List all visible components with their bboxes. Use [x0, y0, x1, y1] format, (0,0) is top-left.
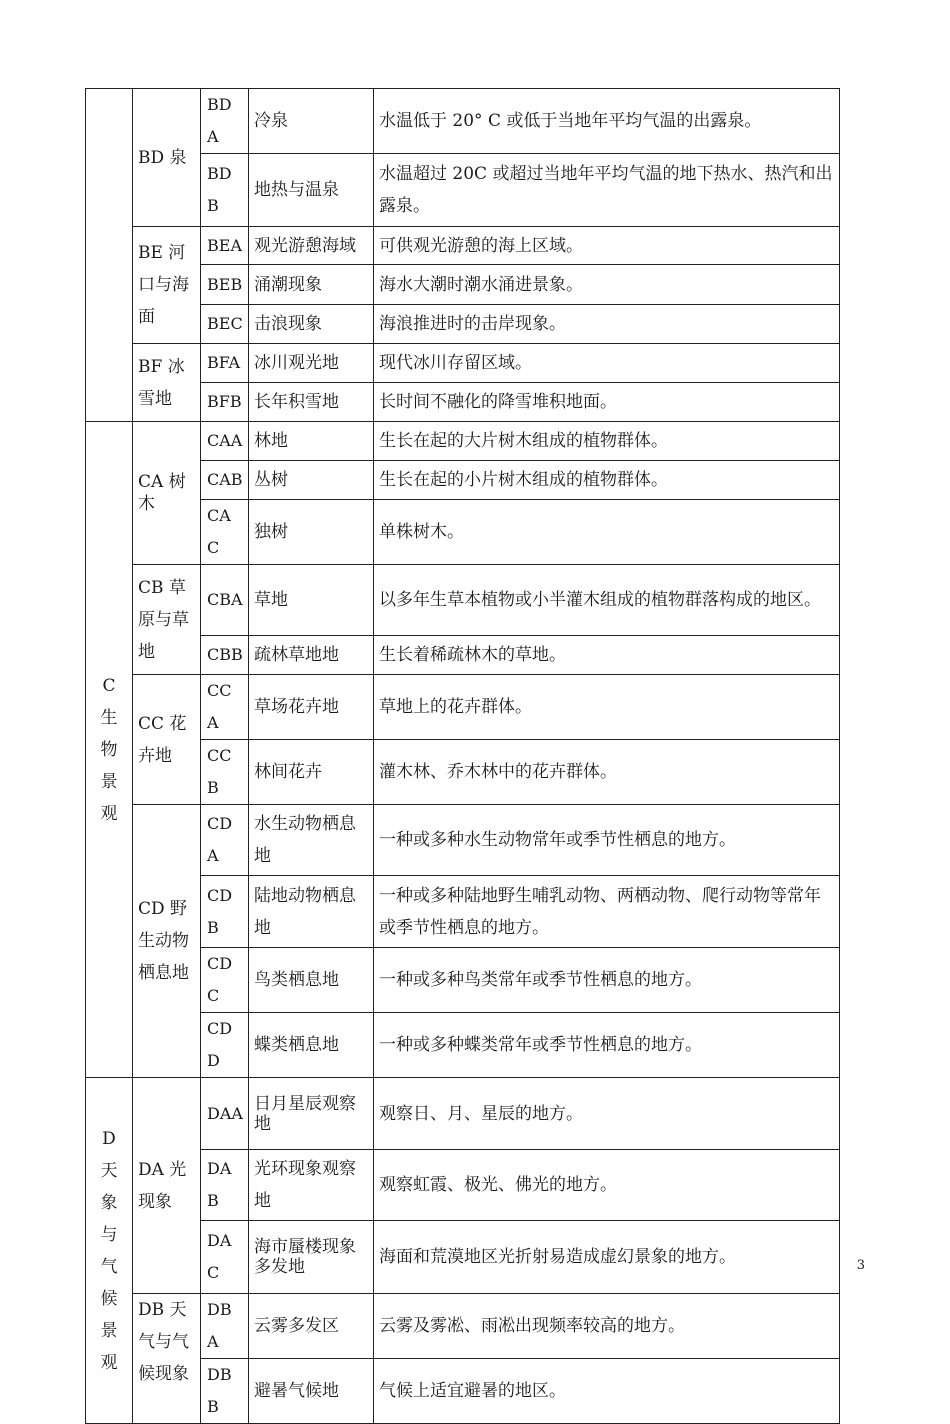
name-cell: 丛树 [249, 461, 374, 500]
main-category-d: D 天象与气候景观 [86, 1078, 133, 1424]
code-cell: CCB [201, 740, 249, 805]
code-cell: CBA [201, 565, 249, 636]
code-cell: BEA [201, 227, 249, 265]
code-cell: BEB [201, 265, 249, 305]
desc-cell: 生长着稀疏林木的草地。 [374, 636, 840, 675]
sub-category-cc: CC 花卉地 [133, 675, 201, 805]
name-cell: 鸟类栖息地 [249, 948, 374, 1013]
desc-cell: 草地上的花卉群体。 [374, 675, 840, 740]
sub-category-be: BE 河口与海面 [133, 227, 201, 344]
desc-cell: 单株树木。 [374, 500, 840, 565]
code-cell: BDA [201, 89, 249, 154]
name-cell: 观光游憩海域 [249, 227, 374, 265]
desc-cell: 水温低于 20° C 或低于当地年平均气温的出露泉。 [374, 89, 840, 154]
name-cell: 水生动物栖息地 [249, 805, 374, 876]
table-row [86, 227, 840, 265]
table-row [86, 422, 840, 461]
name-cell: 草地 [249, 565, 374, 636]
code-cell: CDA [201, 805, 249, 876]
code-cell: CAA [201, 422, 249, 461]
table-row [86, 1078, 840, 1150]
code-cell: BDB [201, 154, 249, 227]
sub-category-bd: BD 泉 [133, 89, 201, 227]
name-cell: 涌潮现象 [249, 265, 374, 305]
desc-cell: 生长在起的小片树木组成的植物群体。 [374, 461, 840, 500]
code-cell: DBB [201, 1359, 249, 1424]
sub-category-cd: CD 野生动物栖息地 [133, 805, 201, 1078]
desc-cell: 海水大潮时潮水涌进景象。 [374, 265, 840, 305]
name-cell: 冰川观光地 [249, 344, 374, 383]
name-cell: 长年积雪地 [249, 383, 374, 422]
code-cell: CDB [201, 876, 249, 948]
desc-cell: 观察日、月、星辰的地方。 [374, 1078, 840, 1150]
name-cell: 海市蜃楼现象多发地 [249, 1221, 374, 1294]
name-cell: 地热与温泉 [249, 154, 374, 227]
desc-cell: 气候上适宜避暑的地区。 [374, 1359, 840, 1424]
code-cell: BFB [201, 383, 249, 422]
main-category-b [86, 89, 133, 422]
code-cell: DAA [201, 1078, 249, 1150]
desc-cell: 水温超过 20C 或超过当地年平均气温的地下热水、热汽和出露泉。 [374, 154, 840, 227]
name-cell: 蝶类栖息地 [249, 1013, 374, 1078]
main-category-c: C 生物景观 [86, 422, 133, 1078]
code-cell: BFA [201, 344, 249, 383]
table-row [86, 805, 840, 876]
desc-cell: 海面和荒漠地区光折射易造成虚幻景象的地方。 [374, 1221, 840, 1294]
name-cell: 云雾多发区 [249, 1294, 374, 1359]
page-number: 3 [856, 1258, 865, 1273]
desc-cell: 观察虹霞、极光、佛光的地方。 [374, 1150, 840, 1221]
desc-cell: 海浪推进时的击岸现象。 [374, 305, 840, 344]
desc-cell: 一种或多种鸟类常年或季节性栖息的地方。 [374, 948, 840, 1013]
name-cell: 草场花卉地 [249, 675, 374, 740]
name-cell: 避暑气候地 [249, 1359, 374, 1424]
code-cell: DAB [201, 1150, 249, 1221]
sub-category-bf: BF 冰雪地 [133, 344, 201, 422]
desc-cell: 一种或多种蝶类常年或季节性栖息的地方。 [374, 1013, 840, 1078]
code-cell: CBB [201, 636, 249, 675]
code-cell: CCA [201, 675, 249, 740]
name-cell: 疏林草地地 [249, 636, 374, 675]
desc-cell: 长时间不融化的降雪堆积地面。 [374, 383, 840, 422]
code-cell: CDD [201, 1013, 249, 1078]
desc-cell: 云雾及雾凇、雨凇出现频率较高的地方。 [374, 1294, 840, 1359]
table-row [86, 1294, 840, 1359]
table-row [86, 89, 840, 154]
classification-table [85, 88, 840, 1424]
desc-cell: 现代冰川存留区域。 [374, 344, 840, 383]
desc-cell: 一种或多种水生动物常年或季节性栖息的地方。 [374, 805, 840, 876]
table-row [86, 675, 840, 740]
name-cell: 林间花卉 [249, 740, 374, 805]
code-cell: CDC [201, 948, 249, 1013]
code-cell: CAC [201, 500, 249, 565]
sub-category-cb: CB 草原与草地 [133, 565, 201, 675]
sub-category-db: DB 天气与气候现象 [133, 1294, 201, 1424]
code-cell: BEC [201, 305, 249, 344]
table-row [86, 565, 840, 636]
name-cell: 独树 [249, 500, 374, 565]
name-cell: 陆地动物栖息地 [249, 876, 374, 948]
sub-category-ca: CA 树木 [133, 422, 201, 565]
desc-cell: 生长在起的大片树木组成的植物群体。 [374, 422, 840, 461]
code-cell: CAB [201, 461, 249, 500]
desc-cell: 灌木林、乔木林中的花卉群体。 [374, 740, 840, 805]
desc-cell: 可供观光游憩的海上区域。 [374, 227, 840, 265]
table-row [86, 344, 840, 383]
desc-cell: 一种或多种陆地野生哺乳动物、两栖动物、爬行动物等常年或季节性栖息的地方。 [374, 876, 840, 948]
name-cell: 击浪现象 [249, 305, 374, 344]
name-cell: 光环现象观察地 [249, 1150, 374, 1221]
code-cell: DBA [201, 1294, 249, 1359]
desc-cell: 以多年生草本植物或小半灌木组成的植物群落构成的地区。 [374, 565, 840, 636]
name-cell: 林地 [249, 422, 374, 461]
name-cell: 冷泉 [249, 89, 374, 154]
code-cell: DAC [201, 1221, 249, 1294]
sub-category-da: DA 光现象 [133, 1078, 201, 1294]
name-cell: 日月星辰观察地 [249, 1078, 374, 1150]
